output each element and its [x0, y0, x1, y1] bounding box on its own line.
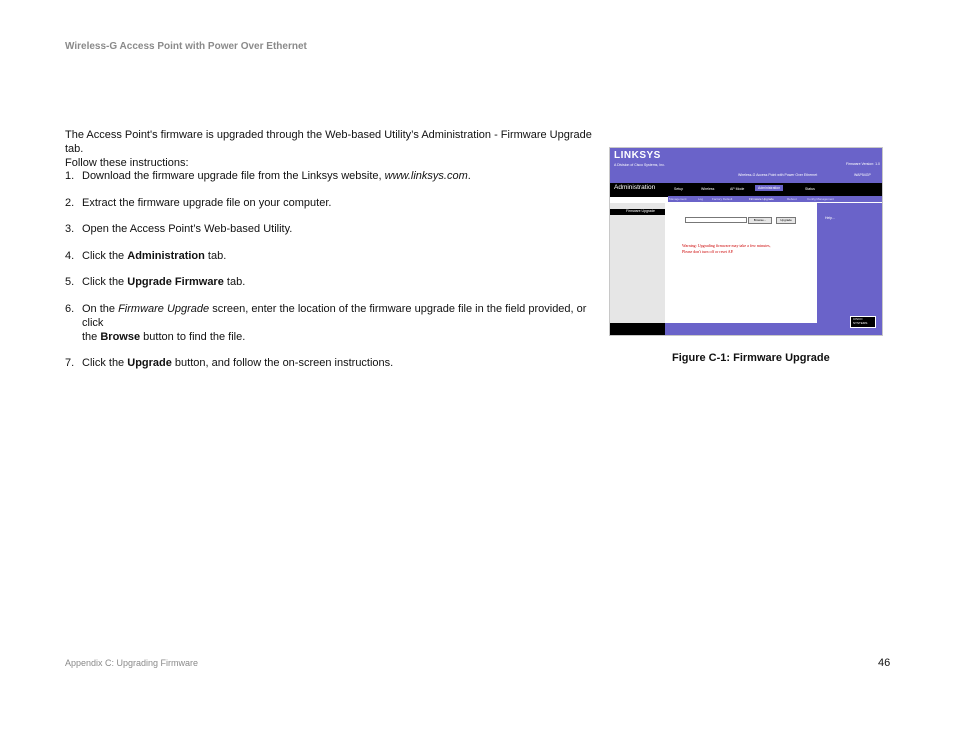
figure-bottom-left-bar	[610, 323, 665, 335]
step-text-end: .	[467, 170, 471, 182]
intro-line-1: The Access Point's firmware is upgraded through the Web-based Utility’s Administration - Firmware Upgrade tab.	[65, 129, 592, 155]
firmware-file-input[interactable]	[685, 217, 747, 223]
help-link[interactable]: Help...	[825, 216, 836, 220]
step-item	[65, 249, 595, 263]
tab-status[interactable]: Status	[805, 187, 815, 191]
step-text: Click the	[82, 357, 128, 369]
step-item	[65, 275, 595, 289]
step-text-end: tab.	[204, 249, 227, 262]
page-number: 46	[878, 657, 891, 669]
step-text: Extract the firmware upgrade file on your computer.	[82, 196, 332, 209]
tab-wireless[interactable]: Wireless	[701, 187, 715, 191]
step-item	[65, 169, 595, 183]
model-label: WAP54GP	[854, 173, 871, 177]
website-link-text: www.linksys.com	[384, 170, 468, 182]
linksys-logo: LINKSYS	[614, 150, 661, 161]
figure-caption: Figure C-1: Firmware Upgrade	[672, 352, 830, 364]
upgrade-term: Upgrade	[127, 357, 172, 369]
step-item	[65, 196, 595, 210]
step-text: Download the firmware upgrade file from the Linksys website,	[82, 170, 385, 182]
step-text-end: button to find the file.	[140, 330, 246, 343]
intro-line-2: Follow these instructions:	[65, 157, 189, 169]
footer-title: Appendix C: Upgrading Firmware	[65, 658, 199, 668]
warning-line-1: Warning: Upgrading firmware may take a few minutes,	[682, 243, 771, 248]
subtab-config-management[interactable]: Config Management	[807, 197, 835, 201]
product-name-label: Wireless-G Access Point with Power Over Ethernet	[738, 173, 818, 177]
figure-left-panel	[610, 203, 665, 335]
browse-button[interactable]: Browse...	[748, 217, 772, 224]
step-text: Open the Access Point’s Web-based Utility.	[82, 223, 293, 235]
browse-term: Browse	[100, 330, 141, 343]
step-item	[65, 302, 595, 344]
linksys-logo-subtitle: A Division of Cisco Systems, Inc.	[614, 163, 665, 167]
step-text-end: button, and follow the on-screen instructions.	[171, 357, 394, 369]
figure-bottom-bar	[665, 323, 817, 335]
administration-term: Administration	[127, 249, 205, 262]
upgrade-firmware-term: Upgrade Firmware	[127, 276, 224, 288]
step-number: 7.	[65, 357, 75, 369]
step-number: 2.	[65, 196, 75, 209]
subtab-reboot[interactable]: Reboot	[787, 197, 797, 201]
tab-setup[interactable]: Setup	[674, 187, 684, 191]
warning-line-2: Please don't turn off or reset AP.	[682, 249, 734, 254]
section-title: Administration	[614, 184, 656, 191]
figure-sub-tabs	[668, 196, 882, 202]
upgrade-button[interactable]: Upgrade	[776, 217, 796, 224]
cisco-systems-logo	[850, 316, 876, 328]
step-text-line2: the	[82, 330, 101, 343]
step-text-mid: screen, enter the location of the firmware upgrade file in the field provided, or click	[82, 302, 587, 329]
firmware-upgrade-label: Firmware Upgrade	[626, 209, 655, 213]
instruction-steps	[65, 169, 595, 383]
step-number: 6.	[65, 302, 75, 315]
subtab-management[interactable]: Management	[669, 197, 687, 201]
cisco-logo-text: CISCO SYSTEMS	[853, 317, 868, 325]
subtab-log[interactable]: Log	[698, 197, 704, 201]
figure-main-tabs	[668, 186, 882, 195]
step-number: 3.	[65, 223, 75, 235]
subtab-firmware-upgrade[interactable]: Firmware Upgrade	[749, 197, 774, 201]
step-number: 5.	[65, 276, 75, 288]
step-number: 1.	[65, 170, 75, 182]
intro-paragraph	[65, 128, 595, 170]
subtab-factory-default[interactable]: Factory Default	[712, 197, 733, 201]
step-text: Click the	[82, 276, 128, 288]
step-item	[65, 222, 595, 236]
firmware-version-label: Firmware Version: 1.0	[845, 162, 880, 166]
step-text: On the	[82, 302, 119, 315]
firmware-upgrade-screenshot	[609, 147, 883, 336]
step-item	[65, 356, 595, 370]
document-header-title: Wireless-G Access Point with Power Over Ethernet	[65, 41, 307, 52]
step-text: Click the	[82, 249, 128, 262]
firmware-upgrade-term: Firmware Upgrade	[118, 302, 210, 315]
step-number: 4.	[65, 249, 75, 262]
tab-administration[interactable]: Administration	[755, 185, 783, 191]
tab-ap-mode[interactable]: AP Mode	[730, 187, 745, 191]
step-text-end: tab.	[223, 276, 246, 288]
